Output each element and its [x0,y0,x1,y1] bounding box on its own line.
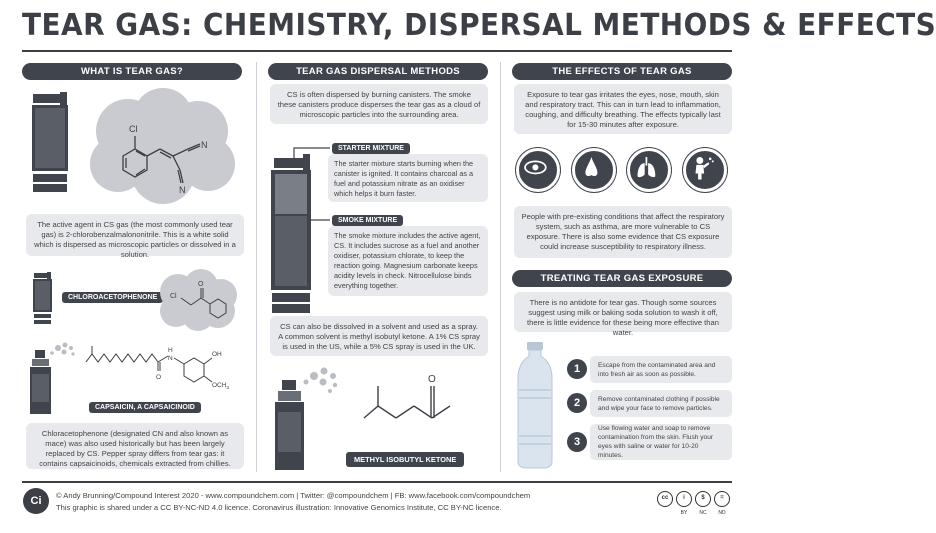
capsaicin-label: CAPSAICIN, A CAPSAICINOID [89,402,201,413]
capsaicin-oxygen-label: O [156,374,162,381]
eye-icon [516,148,560,192]
smoke-mixture-description: The smoke mixture includes the active agent, CS. It includes sucrose as a fuel and another oxidiser, potassium chlorate, to keep the reaction going. Magnesium carbonate keeps acidity levels in check. Nitrocellulose binds everything together. [328,226,488,296]
cc-nd-icon: = [714,491,730,507]
compound-interest-logo: Ci [23,488,49,514]
methyl-isobutyl-ketone-molecule [360,368,470,430]
step-2-description: Remove contaminated clothing if possible and wipe your face to remove particles. [590,390,732,417]
capsaicin-hydrogen-label: H [168,347,173,354]
cc-by-icon: i [676,491,692,507]
cs-gas-description: The active agent in CS gas (the most commonly used tear gas) is 2-chlorobenzalmalononitrile. This is a white solid which is dispersed as microscopic particles or dissolved in a solution. [26,214,244,256]
smoke-mixture-label: SMOKE MIXTURE [332,215,403,226]
cc-icon: cc [657,491,673,507]
water-bottle-icon [512,340,558,470]
coughing-person-icon [683,148,727,192]
chlorine-atom-label: Cl [129,124,138,134]
what-is-tear-gas-header: WHAT IS TEAR GAS? [22,63,242,80]
effects-description: Exposure to tear gas irritates the eyes, nose, mouth, skin and respiratory tract. This can in turn lead to inflammation, coughing, and difficulty breathing. The effects typically last for 15-30 minutes after exposure. [514,84,732,134]
column-divider-2 [500,62,501,472]
pepper-spray-can-icon [28,340,78,416]
capsaicin-molecule [84,340,244,398]
cc-nc-label: NC [699,510,707,516]
column-divider-1 [256,62,257,472]
cs-spray-can-icon [272,364,342,472]
step-3-number: 3 [567,432,587,452]
capsaicin-methoxy-label: OCH [212,382,227,389]
burning-canister-diagram [266,140,336,318]
chloroacetophenone-label: CHLOROACETOPHENONE [62,292,163,303]
mibk-oxygen-label: O [428,374,436,385]
starter-mixture-description: The starter mixture starts burning when the canister is ignited. It contains charcoal as a fuel and potassium nitrate as an oxidiser which helps it burn faster. [328,154,488,202]
chloroacetophenone-chlorine-label: Cl [170,293,177,300]
cc-nd-label: ND [718,510,726,516]
page-title: TEAR GAS: CHEMISTRY, DISPERSAL METHODS & EFFECTS [22,8,936,43]
footer-licence: This graphic is shared under a CC BY-NC-ND 4.0 licence. Coronavirus illustration: Innovative Genomics Institute, CC BY-NC licence. [56,503,502,512]
svg-text:OCH3 [212,382,229,390]
nitrogen-atom-label-1: N [201,140,208,150]
capsaicin-hydroxyl-label: OH [212,351,222,358]
chloroacetophenone-grenade-icon [32,272,54,326]
step-1-description: Escape from the contaminated area and into fresh air as soon as possible. [590,356,732,383]
step-2-number: 2 [567,393,587,413]
chloroacetophenone-description: Chloracetophenone (designated CN and also known as mace) was also used historically but has been largely replaced by CS. Pepper spray differs from tear gas: it contains capsaicinoids, chemicals extracted from chillies. [26,423,244,469]
footer-credits: © Andy Brunning/Compound Interest 2020 - www.compoundchem.com | Twitter: @compoundchem | FB: www.facebook.com/compoundchem [56,491,531,500]
burning-canister-description: CS is often dispersed by burning canisters. The smoke these canisters produce disperses the tear gas as a cloud of microscopic particles into the surrounding area. [270,84,488,124]
cc-nc-icon: $ [695,491,711,507]
chloroacetophenone-molecule-cloud [156,268,240,332]
lungs-icon [627,148,671,192]
title-rule [22,50,732,52]
cs-molecule-cloud [88,86,238,206]
methyl-isobutyl-ketone-label: METHYL ISOBUTYL KETONE [346,452,464,467]
step-1-number: 1 [567,359,587,379]
footer-rule [22,481,732,483]
starter-mixture-label: STARTER MIXTURE [332,143,410,154]
dispersal-methods-header: TEAR GAS DISPERSAL METHODS [268,63,488,80]
treating-exposure-header: TREATING TEAR GAS EXPOSURE [512,270,732,287]
step-3-description: Use flowing water and soap to remove contamination from the skin. Flush your eyes with saline or water for 10-20 minutes. [590,424,732,460]
cc-by-label: BY [680,510,688,516]
tear-gas-grenade-icon [30,92,72,200]
vulnerability-description: People with pre-existing conditions that affect the respiratory system, such as asthma, are more vulnerable to CS exposure. There is also some evidence that CS exposure could increase susceptibility to respiratory illness. [514,206,732,258]
nose-icon [572,148,616,192]
cs-spray-description: CS can also be dissolved in a solvent and used as a spray. A common solvent is methyl isobutyl ketone. A 1% CS spray is used in the US, while a 5% CS spray is used in the UK. [270,316,488,356]
chloroacetophenone-oxygen-label: O [198,281,204,288]
effects-header: THE EFFECTS OF TEAR GAS [512,63,732,80]
treatment-description: There is no antidote for tear gas. Though some sources suggest using milk or baking soda solution to wash it off, there is little evidence for these being more effective than water. [514,292,732,332]
capsaicin-nitrogen-label: N [168,355,173,362]
capsaicin-methoxy-subscript: 3 [226,385,229,390]
nitrogen-atom-label-2: N [179,185,186,195]
